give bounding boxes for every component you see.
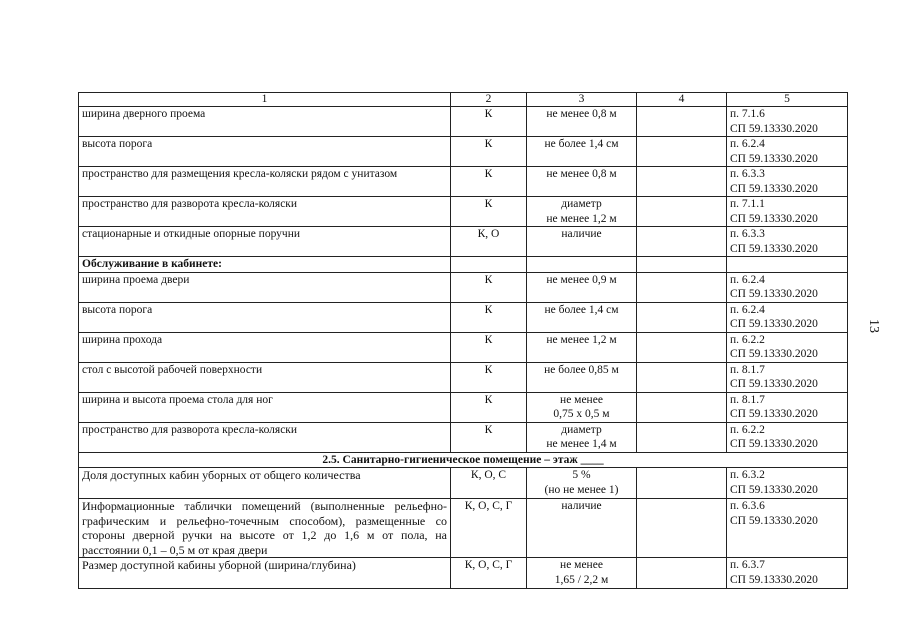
- reference: [727, 167, 848, 197]
- norm-value: [527, 167, 637, 197]
- category-code: К, О, С, Г: [451, 558, 527, 589]
- section-title: Обслуживание в кабинете:: [79, 257, 451, 273]
- requirement-name: стационарные и откидные опорные поручни: [79, 227, 451, 257]
- norm-value: [527, 302, 637, 332]
- reference-clause: п. 6.2.4: [730, 273, 765, 286]
- actual-value: [637, 362, 727, 392]
- table-row: [79, 137, 848, 167]
- reference-clause: п. 8.1.7: [730, 393, 765, 406]
- category-code: К: [451, 107, 527, 137]
- category-code: К: [451, 272, 527, 302]
- requirement-name: высота порога: [79, 137, 451, 167]
- norm-value-line-1: не более 0,85 м: [544, 363, 619, 376]
- norm-value: [527, 332, 637, 362]
- actual-value: [637, 468, 727, 499]
- requirement-name: Размер доступной кабины уборной (ширина/глубина): [79, 558, 451, 589]
- norm-value-line-1: не менее 0,9 м: [546, 273, 617, 286]
- reference: [727, 227, 848, 257]
- reference-standard: СП 59.13330.2020: [730, 408, 818, 420]
- norm-value-line-2: не менее 1,4 м: [546, 438, 617, 450]
- actual-value: [637, 197, 727, 227]
- reference-clause: п. 6.2.4: [730, 303, 765, 316]
- table-row: [79, 197, 848, 227]
- requirement-name: ширина и высота проема стола для ног: [79, 392, 451, 422]
- reference-clause: п. 6.3.2: [730, 469, 765, 481]
- norm-value-line-1: не менее 0,8 м: [546, 168, 617, 180]
- reference-clause: п. 6.3.6: [730, 500, 765, 512]
- reference-standard: СП 59.13330.2020: [730, 152, 818, 165]
- reference-clause: п. 7.1.6: [730, 108, 765, 120]
- table-row: [79, 227, 848, 257]
- reference: [727, 137, 848, 167]
- header-col-3: 3: [527, 93, 637, 107]
- requirement-name: пространство для разворота кресла-коляски: [79, 422, 451, 452]
- actual-value: [637, 107, 727, 137]
- reference: [727, 422, 848, 452]
- table-row: [79, 272, 848, 302]
- category-code: К: [451, 392, 527, 422]
- reference-standard: СП 59.13330.2020: [730, 182, 818, 195]
- reference: [727, 468, 848, 499]
- norm-value-line-2: 1,65 / 2,2 м: [554, 573, 609, 586]
- table-row: [79, 468, 848, 499]
- norm-value: [527, 227, 637, 257]
- table-row: [79, 167, 848, 197]
- header-col-4: 4: [637, 93, 727, 107]
- reference: [727, 392, 848, 422]
- reference-standard: СП 59.13330.2020: [730, 122, 818, 135]
- requirement-name: ширина прохода: [79, 332, 451, 362]
- reference-standard: СП 59.13330.2020: [730, 212, 818, 225]
- reference-standard: СП 59.13330.2020: [730, 438, 818, 450]
- reference: [727, 272, 848, 302]
- category-code: К: [451, 362, 527, 392]
- norm-value: [527, 137, 637, 167]
- empty-cell: [527, 257, 637, 273]
- reference: [727, 107, 848, 137]
- norm-value: [527, 392, 637, 422]
- reference-clause: п. 6.2.4: [730, 138, 765, 150]
- norm-value: [527, 422, 637, 452]
- reference-clause: п. 6.3.7: [730, 559, 765, 571]
- norm-value: [527, 558, 637, 589]
- norm-value-line-1: не более 1,4 см: [544, 303, 619, 316]
- actual-value: [637, 332, 727, 362]
- norm-value-line-1: наличие: [561, 500, 602, 512]
- norm-value: [527, 499, 637, 558]
- norm-value-line-1: диаметр: [561, 198, 602, 210]
- reference-standard: СП 59.13330.2020: [730, 288, 818, 300]
- table-header-row: [79, 93, 848, 107]
- category-code: К: [451, 302, 527, 332]
- category-code: К, О, С, Г: [451, 499, 527, 558]
- norm-value-line-1: диаметр: [561, 423, 602, 436]
- norm-value: [527, 272, 637, 302]
- empty-cell: [637, 257, 727, 273]
- actual-value: [637, 137, 727, 167]
- reference-clause: п. 6.2.2: [730, 333, 765, 346]
- table-row: [79, 332, 848, 362]
- table-row: [79, 392, 848, 422]
- table-row: [79, 362, 848, 392]
- category-code: К: [451, 197, 527, 227]
- requirement-name: ширина дверного проема: [79, 107, 451, 137]
- category-code: К: [451, 167, 527, 197]
- table-row: [79, 558, 848, 589]
- actual-value: [637, 272, 727, 302]
- reference-standard: СП 59.13330.2020: [730, 573, 818, 586]
- requirement-name: Доля доступных кабин уборных от общего количества: [79, 468, 451, 499]
- norm-value-line-1: не менее 0,8 м: [546, 108, 617, 120]
- norm-value-line-2: (но не менее 1): [544, 483, 619, 496]
- table-body: [79, 93, 848, 589]
- empty-cell: [451, 257, 527, 273]
- actual-value: [637, 392, 727, 422]
- norm-value-line-1: не более 1,4 см: [544, 138, 619, 150]
- subsection-heading-row: [79, 452, 848, 468]
- actual-value: [637, 167, 727, 197]
- reference-clause: п. 6.2.2: [730, 423, 765, 436]
- requirement-name: Информационные таблички помещений (выполненные рельефно-графическим и рельефно-точечным способом), размещенные со стороны дверной ручки на высоте от 1,2 до 1,6 м от пола, на расстоянии 0,1 – 0,5 м от края двери: [79, 499, 451, 558]
- reference: [727, 332, 848, 362]
- subsection-heading: 2.5. Санитарно-гигиеническое помещение – этаж ____: [79, 452, 848, 468]
- norm-value-line-1: не менее 1,2 м: [546, 333, 617, 346]
- reference-standard: СП 59.13330.2020: [730, 242, 818, 255]
- actual-value: [637, 499, 727, 558]
- page-number: 13: [866, 319, 881, 333]
- reference: [727, 499, 848, 558]
- actual-value: [637, 227, 727, 257]
- actual-value: [637, 422, 727, 452]
- category-code: К: [451, 137, 527, 167]
- table-row: [79, 499, 848, 558]
- norm-value-line-1: не менее: [560, 559, 603, 571]
- requirement-name: пространство для размещения кресла-коляски рядом с унитазом: [79, 167, 451, 197]
- actual-value: [637, 302, 727, 332]
- empty-cell: [727, 257, 848, 273]
- category-code: К: [451, 332, 527, 362]
- requirements-table: [78, 92, 848, 589]
- norm-value-line-2: 0,75 х 0,5 м: [553, 408, 610, 420]
- section-row: [79, 257, 848, 273]
- norm-value: [527, 197, 637, 227]
- requirement-name: высота порога: [79, 302, 451, 332]
- table-row: [79, 422, 848, 452]
- norm-value-line-1: не менее: [560, 393, 603, 406]
- requirement-name: стол с высотой рабочей поверхности: [79, 362, 451, 392]
- category-code: К, О: [451, 227, 527, 257]
- reference-clause: п. 8.1.7: [730, 363, 765, 376]
- reference-clause: п. 6.3.3: [730, 228, 765, 240]
- reference: [727, 302, 848, 332]
- reference-standard: СП 59.13330.2020: [730, 378, 818, 390]
- actual-value: [637, 558, 727, 589]
- reference: [727, 362, 848, 392]
- reference-clause: п. 6.3.3: [730, 168, 765, 180]
- norm-value: [527, 362, 637, 392]
- reference-standard: СП 59.13330.2020: [730, 483, 818, 496]
- reference: [727, 197, 848, 227]
- norm-value: [527, 468, 637, 499]
- reference-standard: СП 59.13330.2020: [730, 348, 818, 360]
- category-code: К, О, С: [451, 468, 527, 499]
- norm-value-line-1: 5 %: [572, 469, 591, 481]
- table-row: [79, 107, 848, 137]
- reference: [727, 558, 848, 589]
- reference-standard: СП 59.13330.2020: [730, 514, 818, 527]
- header-col-1: 1: [79, 93, 451, 107]
- category-code: К: [451, 422, 527, 452]
- norm-value-line-1: наличие: [561, 228, 602, 240]
- norm-value: [527, 107, 637, 137]
- requirement-name: ширина проема двери: [79, 272, 451, 302]
- reference-clause: п. 7.1.1: [730, 198, 765, 210]
- requirement-name: пространство для разворота кресла-коляски: [79, 197, 451, 227]
- header-col-5: 5: [727, 93, 848, 107]
- norm-value-line-2: не менее 1,2 м: [546, 212, 617, 225]
- table-row: [79, 302, 848, 332]
- reference-standard: СП 59.13330.2020: [730, 318, 818, 330]
- header-col-2: 2: [451, 93, 527, 107]
